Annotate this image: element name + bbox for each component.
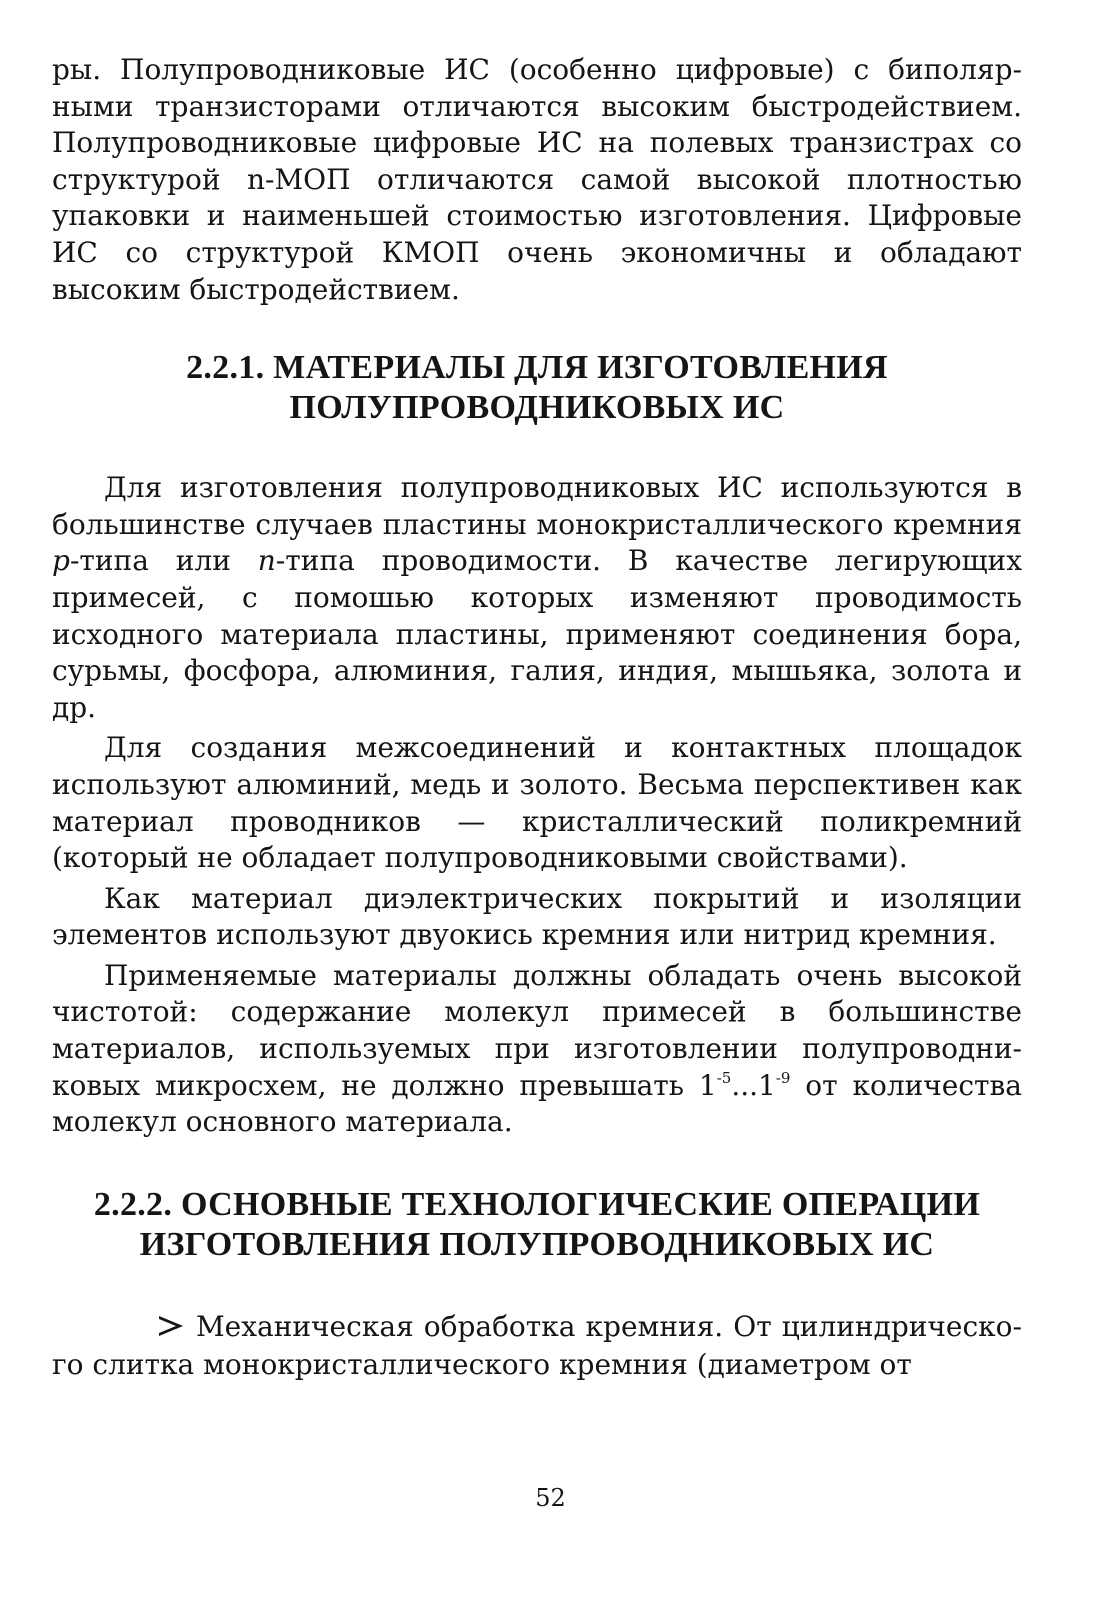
- text-run: ...1: [731, 1068, 776, 1102]
- paragraph-purity: [52, 958, 1022, 1141]
- text-run: от количества молекул основного материала.: [52, 1068, 1022, 1139]
- heading-line-2: ИЗГОТОВЛЕНИЯ ПОЛУПРОВОДНИКОВЫХ ИС: [139, 1225, 935, 1263]
- text-run: -типа или: [69, 544, 258, 578]
- page-number: 52: [535, 1484, 566, 1512]
- arrow-bullet-icon: [104, 1311, 186, 1348]
- section-heading-2-2-2: [52, 1185, 1022, 1265]
- bullet-paragraph-mechanical-processing: [52, 1309, 1022, 1384]
- exponent: -5: [716, 1068, 732, 1087]
- text-run: Механическая обработка кремния. От цилиндрического слитка монокристаллического кремния (диаметром от: [52, 1309, 1022, 1382]
- p-type-symbol: p: [52, 544, 70, 578]
- heading-line-2: ПОЛУПРОВОДНИКОВЫХ ИС: [289, 389, 785, 427]
- paragraph-dielectrics: Как материал диэлектрических покрытий и изоляции элементов используют двуокись кремния или нитрид кремния.: [52, 881, 1022, 952]
- n-type-symbol: n: [257, 544, 276, 578]
- section-heading-2-2-1: [52, 348, 1022, 428]
- paragraph-semiconductor-wafers: [52, 470, 1022, 726]
- text-run: -типа проводимости. В качестве легирующих примесей, с помошью которых изменяют проводимость исходного материала пластины, применяют соединения бора, сурьмы, фосфора, алюминия, галия, индия, мышьяка, золота и др.: [52, 544, 1022, 724]
- text-run: Для изготовления полупроводниковых ИС используются в большинстве случаев пластины монокристаллического кремния: [52, 471, 1022, 541]
- book-page: [52, 52, 1022, 1552]
- exponent: -9: [775, 1068, 791, 1087]
- heading-line-1: 2.2.1. МАТЕРИАЛЫ ДЛЯ ИЗГОТОВЛЕНИЯ: [186, 349, 888, 387]
- heading-line-1: 2.2.2. ОСНОВНЫЕ ТЕХНОЛОГИЧЕСКИЕ ОПЕРАЦИИ: [93, 1185, 981, 1223]
- intro-paragraph: ры. Полупроводниковые ИС (особенно цифровые) с биполярными транзисторами отличаются высоким быстродействием. Полупроводниковые цифровые ИС на полевых транзистрах со структурой n-МОП отличаются самой высокой плотностью упаковки и наименьшей стоимостью изготовления. Цифровые ИС со структурой КМОП очень экономичны и обладают высоким быстродействием.: [52, 53, 1022, 306]
- text-run: Применяемые материалы должны обладать очень высокой чистотой: содержание молекул примесей в большинстве материалов, используемых при изготовлении полупроводниковых микросхем, не должно превышать 1: [52, 958, 1022, 1102]
- paragraph-interconnects: Для создания межсоединений и контактных площадок используют алюминий, медь и золото. Весьма перспективен как материал проводников — кристаллический поликремний (который не обладает полупроводниковыми свойствами).: [52, 731, 1022, 875]
